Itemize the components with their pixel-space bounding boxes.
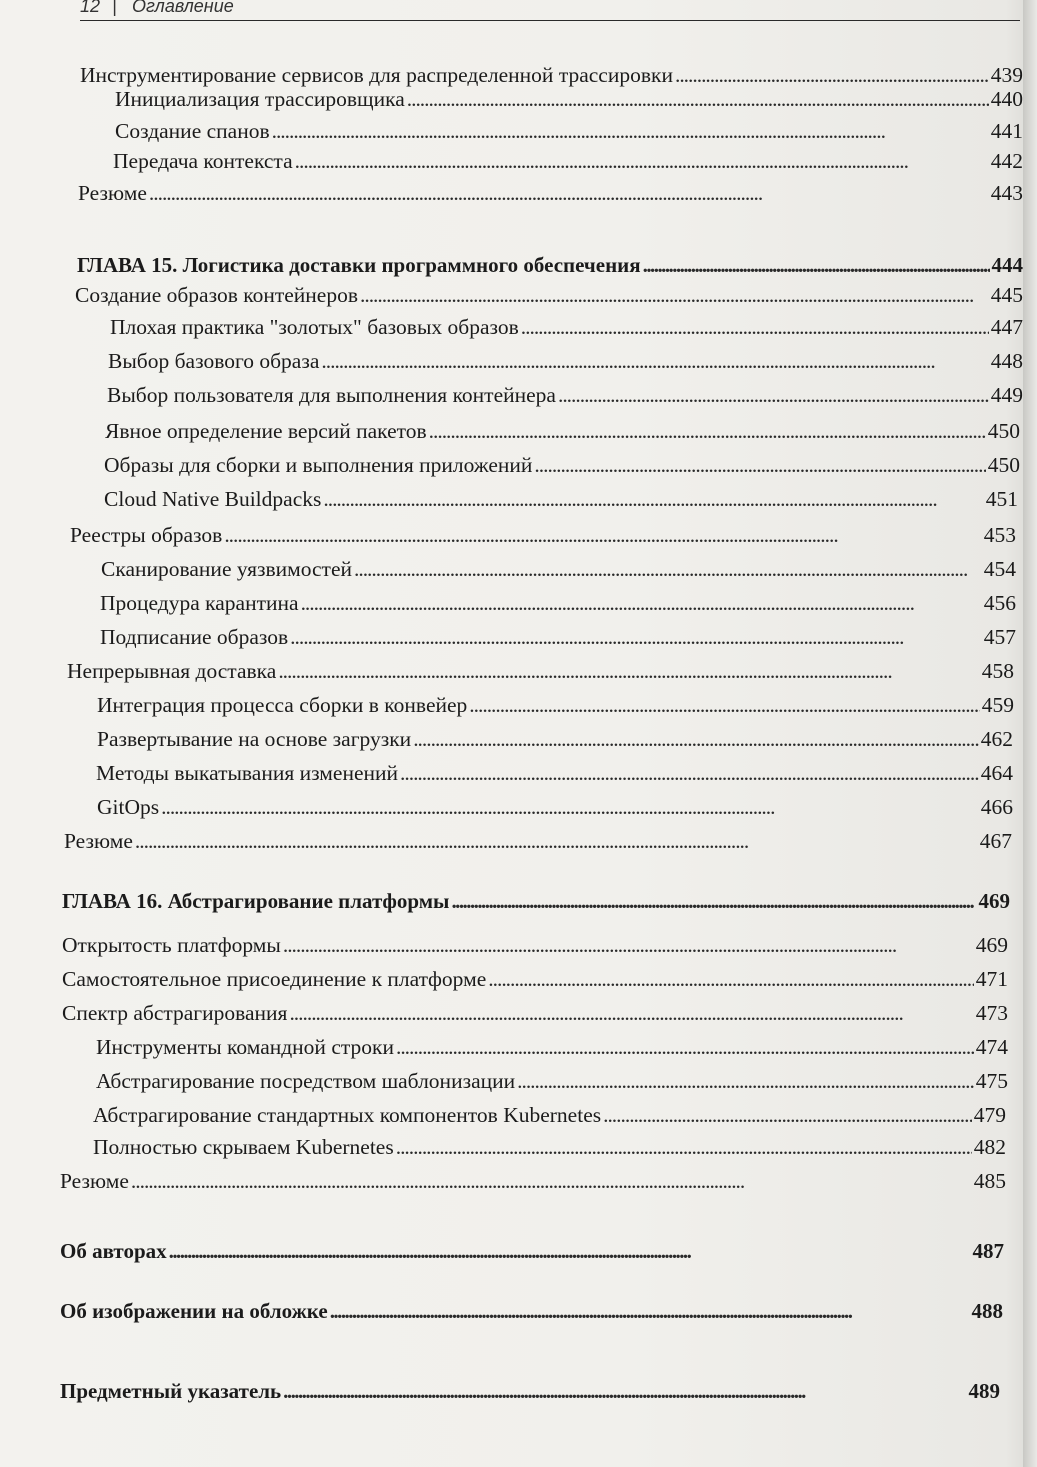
toc-entry-page: 469 [978,889,1010,913]
toc-entry-title: ГЛАВА 15. Логистика доставки программного обеспечения [77,253,641,277]
toc-entry-title: Инструменты командной строки [96,1035,394,1059]
toc-entry [97,726,1013,752]
toc-entry-page: 471 [975,967,1008,991]
toc-entry-page: 474 [975,1035,1008,1059]
toc-entry-page: 448 [990,349,1023,373]
dot-leader [413,726,979,752]
toc-entry [96,1034,1008,1060]
toc-entry-title: Инициализация трассировщика [115,87,405,111]
toc-entry-page: 445 [990,283,1023,307]
toc-chapter-entry [60,1238,1004,1264]
dot-leader [135,828,978,854]
toc-entry-page: 449 [990,383,1023,407]
toc-entry-title: Абстрагирование посредством шаблонизации [96,1069,516,1093]
toc-entry-page: 447 [990,315,1023,339]
toc-entry [93,1134,1006,1160]
dot-leader [396,1034,974,1060]
dot-leader [283,1378,966,1404]
dot-leader [224,522,981,548]
toc-entry-title: Непрерывная доставка [67,659,277,683]
toc-entry-page: 482 [973,1135,1006,1159]
toc-entry-title: Реестры образов [70,523,223,547]
toc-entry-page: 456 [983,591,1016,615]
toc-entry-title: Передача контекста [113,149,293,173]
toc-entry-title: Плохая практика "золотых" базовых образов [110,315,519,339]
toc-entry [62,966,1008,992]
dot-leader [323,486,983,512]
toc-entry [64,828,1012,854]
toc-entry [104,452,1020,478]
toc-entry-title: Создание образов контейнеров [75,283,358,307]
toc-entry-title: Предметный указатель [60,1379,282,1403]
toc-entry [105,418,1020,444]
toc-entry-page: 451 [985,487,1018,511]
toc-entry-page: 453 [983,523,1016,547]
toc-entry-title: Выбор базового образа [108,349,320,373]
toc-entry-title: Выбор пользователя для выполнения контейнера [107,383,556,407]
toc-entry-page: 485 [973,1169,1006,1193]
dot-leader [558,382,989,408]
toc-entry-title: Полностью скрываем Kubernetes [93,1135,394,1159]
toc-entry [108,348,1023,374]
page-edge [1023,0,1037,1467]
toc-entry-page: 479 [973,1103,1006,1127]
dot-leader [488,966,973,992]
dot-leader [396,1134,972,1160]
toc-entry [115,118,1023,144]
dot-leader [295,148,989,174]
toc-entry-title: Резюме [60,1169,129,1193]
toc-entry-page: 487 [972,1239,1004,1263]
toc-entry-page: 439 [990,63,1023,87]
dot-leader [169,1238,971,1264]
dot-leader [354,556,982,582]
toc-entry [100,624,1016,650]
toc-entry-page: 454 [983,557,1016,581]
header-page-number: 12 [80,0,101,16]
toc-entry-title: ГЛАВА 16. Абстрагирование платформы [62,889,450,913]
toc-entry-page: 442 [990,149,1023,173]
toc-entry-page: 469 [975,933,1008,957]
dot-leader [603,1102,972,1128]
dot-leader [407,86,989,112]
dot-leader [290,624,982,650]
toc-chapter-entry [62,888,1010,914]
toc-entry-page: 473 [975,1001,1008,1025]
toc-entry-title: Спектр абстрагирования [62,1001,288,1025]
toc-entry [62,932,1008,958]
toc-entry-title: Создание спанов [115,119,270,143]
dot-leader [534,452,985,478]
dot-leader [400,760,979,786]
dot-leader [149,180,989,206]
toc-entry [97,794,1013,820]
toc-entry-page: 457 [983,625,1016,649]
dot-leader [643,252,990,278]
dot-leader [330,1298,970,1324]
toc-entry-page: 466 [980,795,1013,819]
toc-entry-page: 462 [980,727,1013,751]
toc-entry [78,180,1023,206]
toc-entry [96,760,1013,786]
toc-entry-title: Подписание образов [100,625,289,649]
dot-leader [131,1168,972,1194]
toc-entry-title: Резюме [78,181,147,205]
toc-entry [96,1068,1008,1094]
toc-entry [70,522,1016,548]
toc-entry [101,556,1016,582]
dot-leader [161,794,979,820]
dot-leader [429,418,986,444]
toc-entry-page: 450 [987,453,1020,477]
dot-leader [521,314,989,340]
toc-entry-page: 441 [990,119,1023,143]
toc-entry-page: 444 [991,253,1023,277]
toc-entry-title: Методы выкатывания изменений [96,761,399,785]
dot-leader [675,62,989,88]
toc-entry-title: Абстрагирование стандартных компонентов Kubernetes [93,1103,602,1127]
toc-entry-title: GitOps [97,795,160,819]
toc-entry-title: Развертывание на основе загрузки [97,727,412,751]
toc-entry-title: Самостоятельное присоединение к платформе [62,967,487,991]
toc-entry [67,658,1014,684]
header-separator: | [112,0,117,16]
toc-entry-page: 475 [975,1069,1008,1093]
toc-entry-title: Открытость платформы [62,933,281,957]
dot-leader [272,118,989,144]
toc-entry-page: 450 [987,419,1020,443]
toc-entry [104,486,1018,512]
toc-entry [115,86,1023,112]
dot-leader [360,282,989,308]
toc-entry-page: 443 [990,181,1023,205]
dot-leader [517,1068,974,1094]
toc-entry-page: 458 [981,659,1014,683]
toc-entry-page: 467 [979,829,1012,853]
dot-leader [469,692,979,718]
toc-entry-title: Процедура карантина [100,591,299,615]
toc-entry-title: Явное определение версий пакетов [105,419,427,443]
toc-entry [75,282,1023,308]
dot-leader [289,1000,973,1026]
toc-entry-title: Об изображении на обложке [60,1299,328,1323]
toc-chapter-entry [77,252,1023,278]
toc-entry-page: 459 [981,693,1014,717]
toc-entry-title: Cloud Native Buildpacks [104,487,322,511]
dot-leader [321,348,988,374]
toc-entry-page: 488 [971,1299,1003,1323]
toc-entry [110,314,1023,340]
toc-entry [97,692,1014,718]
toc-entry-title: Образы для сборки и выполнения приложений [104,453,533,477]
running-header [80,0,1020,21]
dot-leader [301,590,982,616]
dot-leader [278,658,979,684]
toc-chapter-entry [60,1298,1003,1324]
toc-entry-page: 464 [980,761,1013,785]
toc-entry [100,590,1016,616]
toc-entry-title: Сканирование уязвимостей [101,557,352,581]
toc-entry [80,62,1023,88]
header-section-title: Оглавление [132,0,234,16]
toc-entry [62,1000,1008,1026]
dot-leader [451,888,976,914]
toc-entry [93,1102,1006,1128]
toc-entry [107,382,1023,408]
dot-leader [283,932,974,958]
toc-chapter-entry [60,1378,1000,1404]
toc-entry-title: Интеграция процесса сборки в конвейер [97,693,468,717]
toc-entry [60,1168,1006,1194]
toc-entry [113,148,1023,174]
toc-entry-title: Об авторах [60,1239,167,1263]
toc-entry-title: Резюме [64,829,133,853]
toc-entry-title: Инструментирование сервисов для распределенной трассировки [80,63,673,87]
toc-entry-page: 440 [990,87,1023,111]
toc-entry-page: 489 [968,1379,1000,1403]
